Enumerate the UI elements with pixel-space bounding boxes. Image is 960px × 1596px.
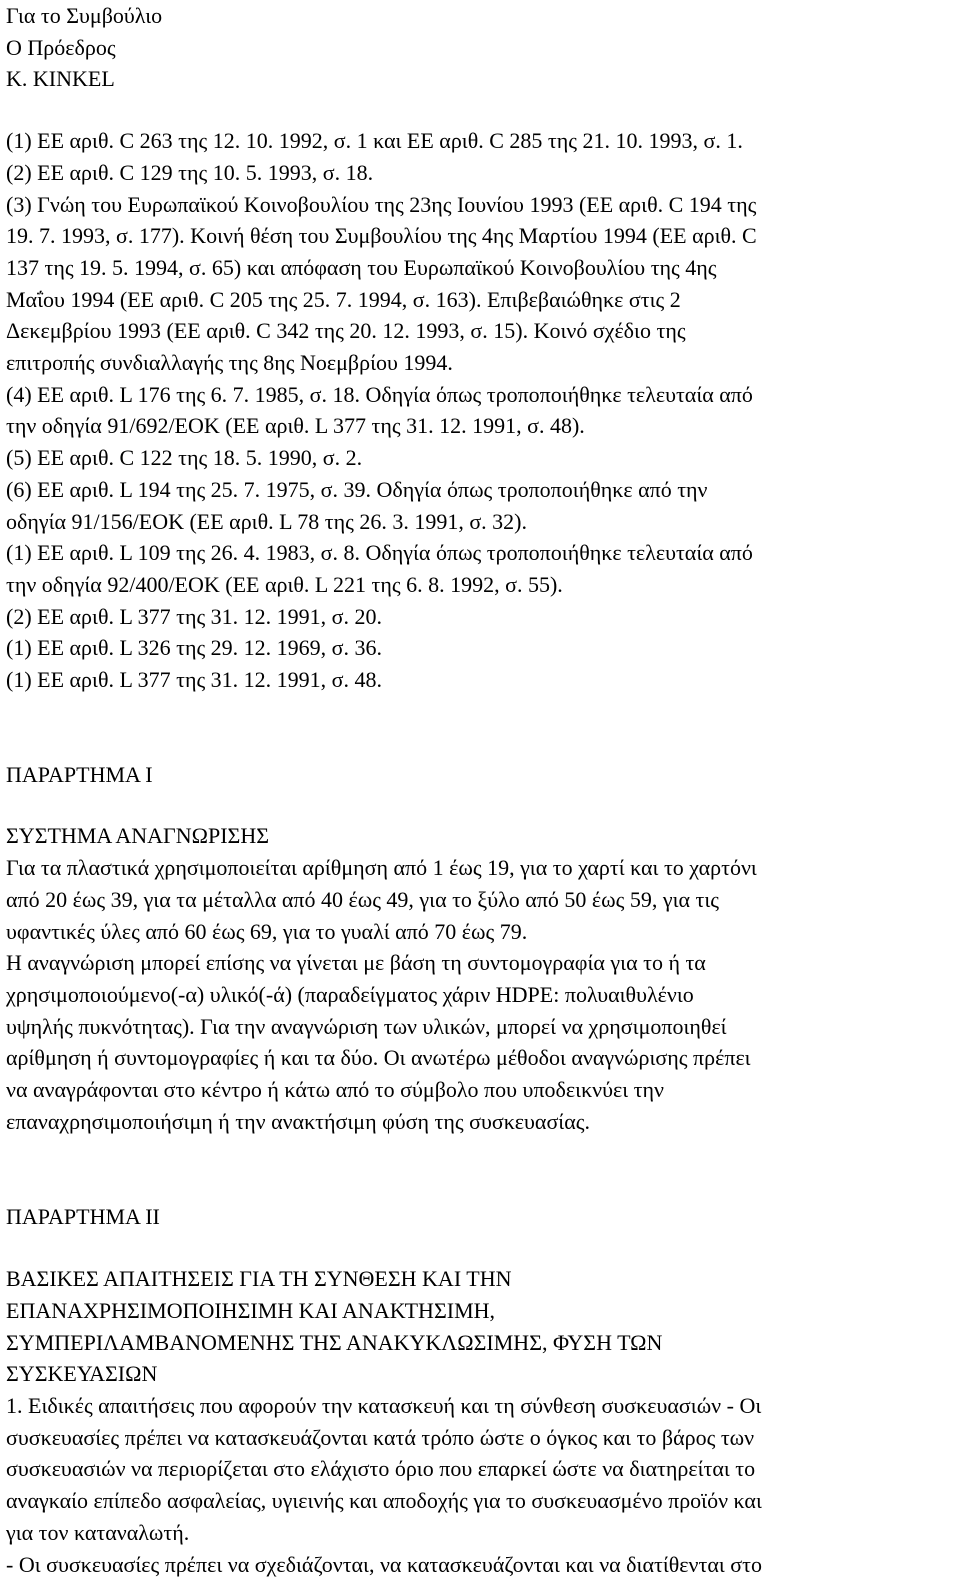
footnote-line: (1) ΕΕ αριθ. L 377 της 31. 12. 1991, σ. 48. xyxy=(6,667,383,693)
footnote-line: (6) ΕΕ αριθ. L 194 της 25. 7. 1975, σ. 39. Οδηγία όπως τροποποιήθηκε από την xyxy=(6,476,708,502)
annex-1-heading: ΠΑΡΑΡΤΗΜΑ Ι xyxy=(6,761,153,787)
annex-2-paragraph-line: συσκευασιών να περιορίζεται στο ελάχιστο όριο που επαρκεί ώστε να διατηρείται το xyxy=(6,1456,756,1482)
annex-1-paragraph-line: χρησιμοποιούμενο(-α) υλικό(-ά) (παραδείγματος χάριν HDPE: πολυαιθυλένιο xyxy=(6,981,694,1007)
annex-2-subheading-line: ΒΑΣΙΚΕΣ ΑΠΑΙΤΗΣΕΙΣ ΓΙΑ ΤΗ ΣΥΝΘΕΣΗ ΚΑΙ ΤΗΝ xyxy=(6,1266,512,1292)
annex-1-paragraph-line: να αναγράφονται στο κέντρο ή κάτω από το σύμβολο που υποδεικνύει την xyxy=(6,1077,664,1103)
signature-block xyxy=(6,0,954,95)
footnote-line: (2) ΕΕ αριθ. L 377 της 31. 12. 1991, σ. 20. xyxy=(6,603,383,629)
signature-line: K. KINKEL xyxy=(6,66,115,92)
annex-2-paragraph-line: για τον καταναλωτή. xyxy=(6,1519,190,1545)
annex-2-subheading-line: ΣΥΜΠΕΡΙΛΑΜΒΑΝΟΜΕΝΗΣ ΤΗΣ ΑΝΑΚΥΚΛΩΣΙΜΗΣ, ΦΥΣΗ ΤΩΝ xyxy=(6,1329,663,1355)
footnote-line: (1) ΕΕ αριθ. L 109 της 26. 4. 1983, σ. 8. Οδηγία όπως τροποποιήθηκε τελευταία από xyxy=(6,540,753,566)
annex-2-heading: ΠΑΡΑΡΤΗΜΑ ΙΙ xyxy=(6,1203,160,1229)
footnote-line: Μαΐου 1994 (ΕΕ αριθ. C 205 της 25. 7. 1994, σ. 163). Επιβεβαιώθηκε στις 2 xyxy=(6,286,681,312)
annex-2-paragraph-line: - Οι συσκευασίες πρέπει να σχεδιάζονται, να κατασκευάζονται και να διατίθενται στο xyxy=(6,1551,762,1577)
annex-1-paragraph-line: υφαντικές ύλες από 60 έως 69, για το γυαλί από 70 έως 79. xyxy=(6,918,528,944)
annex-2-section xyxy=(6,1201,954,1581)
footnote-line: οδηγία 91/156/ΕΟΚ (ΕΕ αριθ. L 78 της 26. 3. 1991, σ. 32). xyxy=(6,508,528,534)
footnote-line: την οδηγία 92/400/ΕΟΚ (ΕΕ αριθ. L 221 της 6. 8. 1992, σ. 55). xyxy=(6,571,563,597)
annex-1-subheading: ΣΥΣΤΗΜΑ ΑΝΑΓΝΩΡΙΣΗΣ xyxy=(6,823,270,849)
annex-1-paragraph-line: υψηλής πυκνότητας). Για την αναγνώριση των υλικών, μπορεί να χρησιμοποιηθεί xyxy=(6,1013,727,1039)
footnote-line: (5) ΕΕ αριθ. C 122 της 18. 5. 1990, σ. 2. xyxy=(6,445,363,471)
footnote-line: (1) ΕΕ αριθ. L 326 της 29. 12. 1969, σ. 36. xyxy=(6,635,383,661)
footnote-line: (4) ΕΕ αριθ. L 176 της 6. 7. 1985, σ. 18. Οδηγία όπως τροποποιήθηκε τελευταία από xyxy=(6,381,753,407)
document-page xyxy=(6,0,954,1580)
footnote-line: 137 της 19. 5. 1994, σ. 65) και απόφαση του Ευρωπαϊκού Κοινοβουλίου της 4ης xyxy=(6,254,717,280)
annex-2-paragraph-line: 1. Ειδικές απαιτήσεις που αφορούν την κατασκευή και τη σύνθεση συσκευασιών - Οι xyxy=(6,1393,762,1419)
footnotes-block xyxy=(6,125,954,696)
footnote-line: Δεκεμβρίου 1993 (ΕΕ αριθ. C 342 της 20. 12. 1993, σ. 15). Κοινό σχέδιο της xyxy=(6,318,686,344)
footnote-line: επιτροπής συνδιαλλαγής της 8ης Νοεμβρίου 1994. xyxy=(6,350,453,376)
footnote-line: (3) Γνώη του Ευρωπαϊκού Κοινοβουλίου της 23ης Ιουνίου 1993 (ΕΕ αριθ. C 194 της xyxy=(6,191,757,217)
signature-line: Ο Πρόεδρος xyxy=(6,34,116,60)
signature-line: Για το Συμβούλιο xyxy=(6,3,163,28)
footnote-line: την οδηγία 91/692/ΕΟΚ (ΕΕ αριθ. L 377 της 31. 12. 1991, σ. 48). xyxy=(6,413,585,439)
annex-1-section xyxy=(6,759,954,1138)
annex-2-subheading-line: ΕΠΑΝΑΧΡΗΣΙΜΟΠΟΙΗΣΙΜΗ ΚΑΙ ΑΝΑΚΤΗΣΙΜΗ, xyxy=(6,1297,496,1323)
annex-1-paragraph-line: αρίθμηση ή συντομογραφίες ή και τα δύο. Οι ανωτέρω μέθοδοι αναγνώρισης πρέπει xyxy=(6,1045,751,1071)
annex-1-paragraph-line: επαναχρησιμοποιήσιμη ή την ανακτήσιμη φύση της συσκευασίας. xyxy=(6,1108,590,1134)
annex-1-paragraph-line: Η αναγνώριση μπορεί επίσης να γίνεται με βάση τη συντομογραφία για το ή τα xyxy=(6,950,706,976)
footnote-line: (1) ΕΕ αριθ. C 263 της 12. 10. 1992, σ. 1 και ΕΕ αριθ. C 285 της 21. 10. 1993, σ. 1. xyxy=(6,128,743,154)
annex-2-paragraph-line: συσκευασίες πρέπει να κατασκευάζονται κατά τρόπο ώστε ο όγκος και το βάρος των xyxy=(6,1424,755,1450)
footnote-line: 19. 7. 1993, σ. 177). Κοινή θέση του Συμβουλίου της 4ης Μαρτίου 1994 (ΕΕ αριθ. C xyxy=(6,223,757,249)
annex-1-paragraph-line: Για τα πλαστικά χρησιμοποιείται αρίθμηση από 1 έως 19, για το χαρτί και το χαρτόνι xyxy=(6,855,757,881)
annex-1-paragraph-line: από 20 έως 39, για τα μέταλλα από 40 έως 49, για το ξύλο από 50 έως 59, για τις xyxy=(6,886,720,912)
annex-2-subheading-line: ΣΥΣΚΕΥΑΣΙΩΝ xyxy=(6,1361,158,1387)
footnote-line: (2) ΕΕ αριθ. C 129 της 10. 5. 1993, σ. 18. xyxy=(6,159,374,185)
annex-2-paragraph-line: αναγκαίο επίπεδο ασφαλείας, υγιεινής και αποδοχής για το συσκευασμένο προϊόν και xyxy=(6,1488,762,1514)
